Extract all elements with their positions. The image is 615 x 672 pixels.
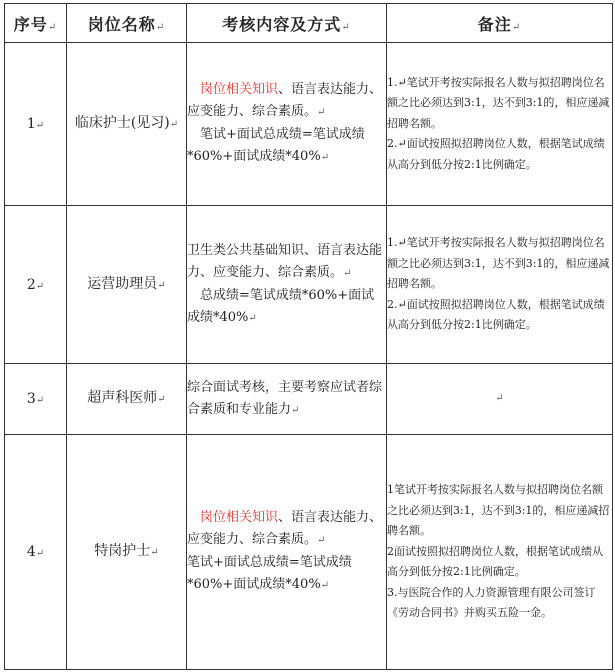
- header-content: 考核内容及方式↵: [187, 4, 387, 43]
- note-line: 2.↵面试按照拟招聘岗位人数，根据笔试成绩从高分到低分按2:1比例确定。: [387, 297, 605, 332]
- row-note: [387, 206, 613, 364]
- row-position: 运营助理员↵: [67, 206, 187, 364]
- row-note: [387, 43, 613, 206]
- note-line: 2.↵面试按照拟招聘岗位人数，根据笔试成绩从高分到低分按2:1比例确定。: [387, 137, 605, 171]
- row-content: 综合面试考核，主要考察应试者综合素质和专业能力↵: [187, 364, 387, 435]
- row-position: 特岗护士↵: [67, 435, 187, 670]
- row-position: 超声科医师↵: [67, 364, 187, 435]
- header-no: 序号↵: [5, 4, 67, 43]
- row-number: 4↵: [5, 435, 67, 670]
- note-line: 2面试按照拟招聘岗位人数，根据笔试成绩从高分到低分按2:1比例确定。: [387, 544, 603, 579]
- note-line: 1.↵笔试开考按实际报名人数与拟招聘岗位名额之比必须达到3:1，达不到3:1的，相应递减招聘名额。: [387, 75, 610, 130]
- row-note-empty: ↵: [387, 364, 613, 435]
- recruitment-table: [4, 3, 613, 670]
- table-header-row: [5, 4, 613, 43]
- row-number: 2↵: [5, 206, 67, 364]
- table-row: [5, 43, 613, 206]
- row-content: 岗位相关知识、语言表达能力、应变能力、综合素质。↵ 笔试+面试总成绩=笔试成绩*60%+面试成绩*40%↵: [187, 43, 387, 206]
- table-row: [5, 435, 613, 670]
- row-position: 临床护士(见习)↵: [67, 43, 187, 206]
- row-number: 3↵: [5, 364, 67, 435]
- row-content: 卫生类公共基础知识、语言表达能力、应变能力、综合素质。↵ 总成绩=笔试成绩*60%+面试成绩*40%↵: [187, 206, 387, 364]
- row-note: [387, 435, 613, 670]
- header-note: 备注↵: [387, 4, 613, 43]
- table-row: [5, 364, 613, 435]
- note-line: 1笔试开考按实际报名人数与拟招聘岗位名额之比必须达到3:1，达不到3:1的，相应递减招聘名额。: [387, 483, 610, 538]
- header-position: 岗位名称↵: [67, 4, 187, 43]
- highlight-text: 岗位相关知识: [200, 510, 279, 525]
- row-number: 1↵: [5, 43, 67, 206]
- table-row: [5, 206, 613, 364]
- highlight-text: 岗位相关知识: [200, 82, 279, 97]
- note-line: 1.↵笔试开考按实际报名人数与拟招聘岗位名额之比必须达到3:1，达不到3:1的，相应递减招聘名额。: [387, 236, 610, 291]
- note-line: 3.与医院合作的人力资源管理有限公司签订《劳动合同书》并购买五险一金。: [387, 585, 596, 620]
- row-content: 岗位相关知识、语言表达能力、应变能力、综合素质。↵ 笔试+面试总成绩=笔试成绩*60%+面试成绩*40%↵: [187, 435, 387, 670]
